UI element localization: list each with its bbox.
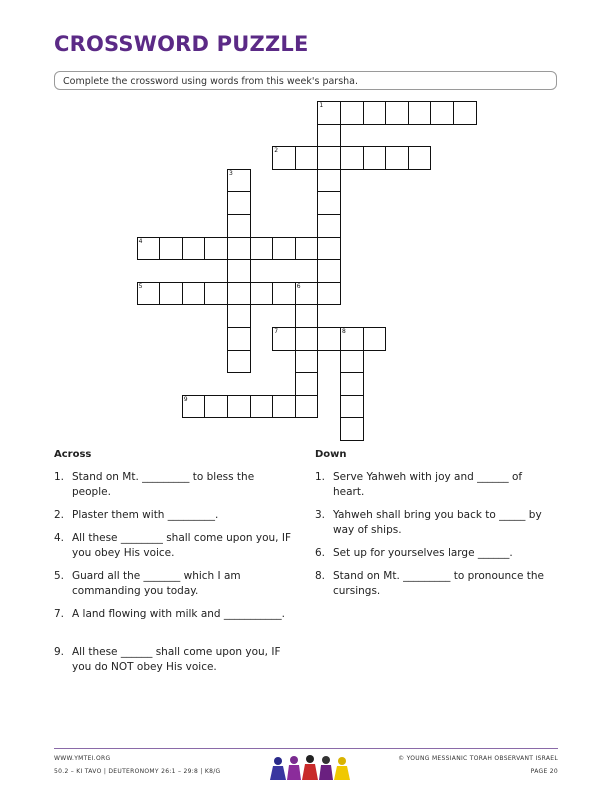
crossword-cell[interactable]	[204, 282, 228, 306]
crossword-cell[interactable]	[295, 327, 319, 351]
crossword-cell[interactable]	[385, 101, 409, 125]
clue-item	[54, 470, 294, 502]
clue-number: 6.	[315, 547, 326, 559]
down-heading: Down	[315, 449, 347, 460]
crossword-cell[interactable]	[250, 237, 274, 261]
clue-number: 8.	[315, 570, 326, 582]
instructions-box: Complete the crossword using words from this week's parsha.	[54, 71, 557, 90]
crossword-cell[interactable]	[317, 327, 341, 351]
clue-text: A land flowing with milk and ___________.	[72, 608, 286, 620]
crossword-cell[interactable]	[137, 282, 161, 306]
cell-number: 6	[296, 282, 301, 290]
clue-number: 3.	[315, 509, 326, 521]
crossword-cell[interactable]	[340, 372, 364, 396]
clue-item	[54, 607, 294, 639]
clue-number: 9.	[54, 646, 65, 658]
crossword-cell[interactable]	[295, 304, 319, 328]
clue-text: Guard all the _______ which I am commanding you today.	[72, 570, 241, 597]
clue-text: Serve Yahweh with joy and ______ of heart.	[333, 471, 523, 498]
crossword-cell[interactable]	[363, 101, 387, 125]
footer-page-number: PAGE 20	[530, 768, 558, 775]
crossword-cell[interactable]	[408, 101, 432, 125]
clue-number: 2.	[54, 509, 65, 521]
crossword-cell[interactable]	[295, 237, 319, 261]
crossword-cell[interactable]	[317, 259, 341, 283]
crossword-cell[interactable]	[295, 146, 319, 170]
crossword-cell[interactable]	[340, 146, 364, 170]
crossword-cell[interactable]	[363, 327, 387, 351]
clue-text: All these ______ shall come upon you, IF you do NOT obey His voice.	[72, 646, 281, 673]
crossword-cell[interactable]	[340, 327, 364, 351]
crossword-cell[interactable]	[227, 304, 251, 328]
crossword-cell[interactable]	[317, 237, 341, 261]
cell-number: 8	[342, 328, 346, 335]
crossword-cell[interactable]	[227, 214, 251, 238]
clue-text: All these ________ shall come upon you, IF you obey His voice.	[72, 532, 291, 559]
clue-item	[315, 508, 555, 540]
crossword-cell[interactable]	[227, 350, 251, 374]
crossword-cell[interactable]	[317, 191, 341, 215]
clue-item	[54, 531, 294, 563]
crossword-cell[interactable]	[227, 282, 251, 306]
crossword-cell[interactable]	[250, 395, 274, 419]
clue-item	[315, 569, 555, 601]
cell-number: 4	[138, 237, 143, 245]
crossword-cell[interactable]	[204, 237, 228, 261]
cell-number: 3	[229, 169, 233, 177]
clue-text: Plaster them with _________.	[72, 509, 219, 521]
clue-number: 1.	[54, 471, 65, 483]
crossword-cell[interactable]	[363, 146, 387, 170]
crossword-cell[interactable]	[295, 372, 319, 396]
crossword-cell[interactable]	[340, 101, 364, 125]
footer-copyright: © YOUNG MESSIANIC TORAH OBSERVANT ISRAEL	[398, 755, 558, 762]
clue-number: 5.	[54, 570, 65, 582]
cell-number: 5	[138, 282, 143, 290]
footer-reference: 50.2 – KI TAVO | DEUTERONOMY 26:1 – 29:8 | K8/G	[54, 768, 221, 775]
crossword-cell[interactable]	[340, 350, 364, 374]
crossword-cell[interactable]	[204, 395, 228, 419]
crossword-cell[interactable]	[272, 146, 296, 170]
cell-number: 1	[319, 102, 324, 109]
crossword-cell[interactable]	[272, 282, 296, 306]
crossword-cell[interactable]	[340, 395, 364, 419]
crossword-cell[interactable]	[453, 101, 477, 125]
crossword-cell[interactable]	[250, 282, 274, 306]
crossword-cell[interactable]	[227, 191, 251, 215]
footer-website: WWW.YMTEI.ORG	[54, 755, 111, 762]
crossword-cell[interactable]	[295, 282, 319, 306]
crossword-cell[interactable]	[317, 101, 341, 125]
crossword-cell[interactable]	[227, 237, 251, 261]
crossword-cell[interactable]	[227, 327, 251, 351]
cell-number: 2	[274, 147, 279, 155]
crossword-cell[interactable]	[317, 124, 341, 148]
crossword-cell[interactable]	[317, 169, 341, 193]
crossword-cell[interactable]	[159, 237, 183, 261]
crossword-cell[interactable]	[385, 146, 409, 170]
children-logo-icon	[270, 752, 350, 782]
crossword-cell[interactable]	[340, 417, 364, 441]
crossword-cell[interactable]	[227, 169, 251, 193]
cell-number: 7	[274, 328, 279, 335]
clue-number: 1.	[315, 471, 326, 483]
clue-text: Stand on Mt. _________ to pronounce the cursings.	[333, 570, 544, 597]
crossword-cell[interactable]	[430, 101, 454, 125]
clue-text: Yahweh shall bring you back to _____ by way of ships.	[333, 509, 542, 536]
page-title: CROSSWORD PUZZLE	[54, 32, 309, 56]
crossword-cell[interactable]	[182, 237, 206, 261]
clue-number: 4.	[54, 532, 65, 544]
crossword-cell[interactable]	[182, 282, 206, 306]
crossword-cell[interactable]	[182, 395, 206, 419]
crossword-cell[interactable]	[272, 327, 296, 351]
crossword-cell[interactable]	[317, 282, 341, 306]
crossword-cell[interactable]	[159, 282, 183, 306]
crossword-cell[interactable]	[317, 214, 341, 238]
crossword-cell[interactable]	[408, 146, 432, 170]
clue-text: Stand on Mt. _________ to bless the people.	[72, 471, 255, 498]
cell-number: 9	[183, 395, 188, 403]
clue-item	[54, 569, 294, 601]
clue-item	[315, 470, 555, 502]
across-heading: Across	[54, 449, 92, 460]
crossword-cell[interactable]	[295, 350, 319, 374]
crossword-cell[interactable]	[227, 395, 251, 419]
crossword-cell[interactable]	[227, 259, 251, 283]
crossword-cell[interactable]	[272, 237, 296, 261]
clue-item	[54, 645, 294, 677]
crossword-cell[interactable]	[317, 146, 341, 170]
crossword-cell[interactable]	[272, 395, 296, 419]
crossword-cell[interactable]	[137, 237, 161, 261]
clue-text: Set up for yourselves large ______.	[333, 547, 513, 559]
clue-number: 7.	[54, 608, 65, 620]
crossword-cell[interactable]	[295, 395, 319, 419]
footer-rule	[54, 748, 558, 749]
